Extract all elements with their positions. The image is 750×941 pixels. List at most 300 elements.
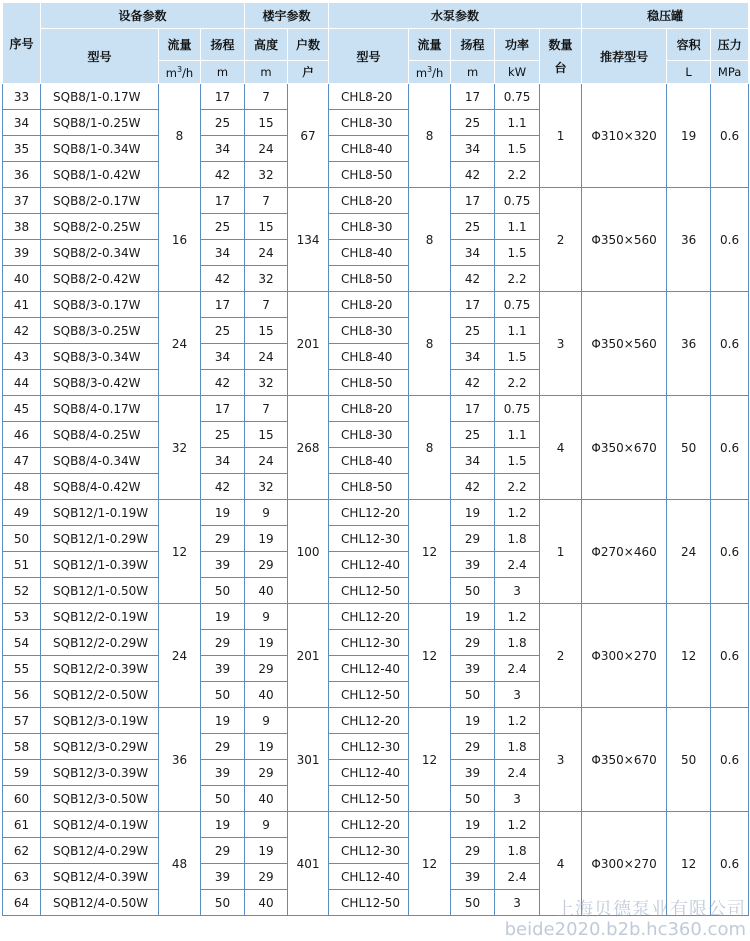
cell-volume: 36 (667, 188, 711, 292)
cell-seq: 41 (3, 292, 41, 318)
cell-qty: 3 (540, 708, 582, 812)
cell-height: 24 (245, 344, 288, 370)
header-model: 型号 (41, 29, 159, 84)
cell-tank-model: Φ300×270 (582, 812, 667, 916)
header-qty (540, 29, 582, 84)
cell-height: 15 (245, 110, 288, 136)
cell-model: SQB8/3-0.25W (41, 318, 159, 344)
cell-seq: 46 (3, 422, 41, 448)
cell-seq: 43 (3, 344, 41, 370)
cell-pressure: 0.6 (711, 396, 749, 500)
unit-households: 户 (288, 61, 329, 84)
cell-head: 29 (201, 630, 245, 656)
cell-head: 42 (201, 162, 245, 188)
header-qty-unit: 台 (554, 61, 567, 75)
cell-pump-model: CHL8-20 (329, 84, 409, 110)
cell-height: 29 (245, 760, 288, 786)
cell-height: 40 (245, 786, 288, 812)
cell-pump-model: CHL12-30 (329, 734, 409, 760)
cell-head: 25 (201, 110, 245, 136)
cell-head: 25 (201, 422, 245, 448)
cell-model: SQB8/3-0.17W (41, 292, 159, 318)
cell-pump-flow: 8 (409, 396, 451, 500)
spec-table (2, 2, 749, 916)
cell-head: 39 (201, 656, 245, 682)
cell-model: SQB12/2-0.39W (41, 656, 159, 682)
cell-pump-model: CHL8-50 (329, 162, 409, 188)
cell-head: 34 (201, 240, 245, 266)
cell-flow: 16 (159, 188, 201, 292)
cell-pump-head: 50 (451, 578, 495, 604)
cell-power: 1.2 (495, 604, 540, 630)
cell-pump-model: CHL8-20 (329, 188, 409, 214)
cell-head: 50 (201, 682, 245, 708)
cell-flow: 36 (159, 708, 201, 812)
cell-height: 24 (245, 448, 288, 474)
header-building-params: 楼宇参数 (245, 3, 329, 29)
cell-model: SQB12/1-0.29W (41, 526, 159, 552)
cell-seq: 52 (3, 578, 41, 604)
cell-height: 29 (245, 552, 288, 578)
unit-volume: L (667, 61, 711, 84)
cell-power: 2.2 (495, 370, 540, 396)
unit-height: m (245, 61, 288, 84)
cell-qty: 4 (540, 812, 582, 916)
cell-pump-flow: 12 (409, 604, 451, 708)
cell-pump-model: CHL8-50 (329, 370, 409, 396)
cell-seq: 62 (3, 838, 41, 864)
cell-seq: 58 (3, 734, 41, 760)
cell-seq: 34 (3, 110, 41, 136)
cell-pump-model: CHL8-40 (329, 344, 409, 370)
cell-head: 34 (201, 344, 245, 370)
cell-head: 42 (201, 370, 245, 396)
cell-model: SQB12/2-0.50W (41, 682, 159, 708)
cell-households: 268 (288, 396, 329, 500)
cell-model: SQB8/4-0.42W (41, 474, 159, 500)
header-pump-model: 型号 (329, 29, 409, 84)
cell-pump-model: CHL12-40 (329, 864, 409, 890)
cell-power: 0.75 (495, 84, 540, 110)
cell-model: SQB8/2-0.42W (41, 266, 159, 292)
cell-pump-flow: 8 (409, 84, 451, 188)
cell-volume: 19 (667, 84, 711, 188)
cell-power: 1.8 (495, 734, 540, 760)
cell-model: SQB8/1-0.17W (41, 84, 159, 110)
cell-qty: 4 (540, 396, 582, 500)
cell-pump-head: 39 (451, 552, 495, 578)
cell-pump-head: 19 (451, 812, 495, 838)
cell-height: 15 (245, 214, 288, 240)
cell-pressure: 0.6 (711, 500, 749, 604)
cell-model: SQB12/2-0.29W (41, 630, 159, 656)
cell-households: 100 (288, 500, 329, 604)
cell-head: 39 (201, 864, 245, 890)
cell-qty: 3 (540, 292, 582, 396)
cell-pump-head: 42 (451, 162, 495, 188)
cell-seq: 61 (3, 812, 41, 838)
cell-height: 19 (245, 734, 288, 760)
cell-power: 1.2 (495, 708, 540, 734)
cell-volume: 12 (667, 812, 711, 916)
cell-model: SQB12/4-0.50W (41, 890, 159, 916)
cell-pump-head: 19 (451, 708, 495, 734)
cell-pump-head: 34 (451, 240, 495, 266)
cell-height: 32 (245, 162, 288, 188)
cell-power: 2.2 (495, 162, 540, 188)
cell-head: 19 (201, 500, 245, 526)
cell-head: 39 (201, 760, 245, 786)
cell-seq: 33 (3, 84, 41, 110)
cell-power: 3 (495, 890, 540, 916)
cell-pump-model: CHL8-20 (329, 292, 409, 318)
header-height: 高度 (245, 29, 288, 61)
cell-pump-head: 42 (451, 370, 495, 396)
watermark-company: 上海贝德泵业有限公司 (556, 899, 746, 920)
cell-pump-model: CHL12-20 (329, 708, 409, 734)
cell-pump-model: CHL8-50 (329, 266, 409, 292)
cell-power: 2.4 (495, 552, 540, 578)
cell-pump-model: CHL12-40 (329, 760, 409, 786)
cell-model: SQB12/4-0.29W (41, 838, 159, 864)
cell-height: 7 (245, 188, 288, 214)
cell-pump-head: 29 (451, 630, 495, 656)
cell-model: SQB8/1-0.42W (41, 162, 159, 188)
cell-head: 17 (201, 84, 245, 110)
cell-power: 1.1 (495, 214, 540, 240)
cell-pump-model: CHL12-40 (329, 656, 409, 682)
cell-seq: 57 (3, 708, 41, 734)
table-row (3, 604, 749, 630)
cell-pump-model: CHL12-50 (329, 682, 409, 708)
cell-qty: 2 (540, 604, 582, 708)
table-row (3, 396, 749, 422)
cell-height: 9 (245, 604, 288, 630)
cell-pump-model: CHL12-30 (329, 630, 409, 656)
cell-model: SQB8/1-0.25W (41, 110, 159, 136)
cell-model: SQB12/3-0.39W (41, 760, 159, 786)
cell-pump-head: 19 (451, 500, 495, 526)
table-body (3, 84, 749, 916)
cell-households: 401 (288, 812, 329, 916)
header-power: 功率 (495, 29, 540, 61)
cell-flow: 48 (159, 812, 201, 916)
cell-height: 29 (245, 656, 288, 682)
cell-pump-model: CHL12-20 (329, 812, 409, 838)
cell-head: 34 (201, 448, 245, 474)
cell-height: 32 (245, 266, 288, 292)
cell-model: SQB8/3-0.42W (41, 370, 159, 396)
cell-power: 1.2 (495, 500, 540, 526)
cell-pressure: 0.6 (711, 188, 749, 292)
cell-pressure: 0.6 (711, 84, 749, 188)
cell-head: 19 (201, 812, 245, 838)
cell-households: 134 (288, 188, 329, 292)
cell-power: 1.5 (495, 136, 540, 162)
cell-qty: 1 (540, 500, 582, 604)
header-households: 户数 (288, 29, 329, 61)
cell-pump-model: CHL12-20 (329, 500, 409, 526)
cell-seq: 40 (3, 266, 41, 292)
cell-head: 17 (201, 396, 245, 422)
cell-pump-head: 19 (451, 604, 495, 630)
cell-power: 3 (495, 682, 540, 708)
cell-flow: 24 (159, 604, 201, 708)
cell-model: SQB12/4-0.39W (41, 864, 159, 890)
cell-head: 19 (201, 604, 245, 630)
cell-power: 1.8 (495, 630, 540, 656)
cell-height: 40 (245, 890, 288, 916)
header-pump-params: 水泵参数 (329, 3, 582, 29)
cell-households: 201 (288, 604, 329, 708)
cell-height: 29 (245, 864, 288, 890)
cell-head: 42 (201, 266, 245, 292)
cell-height: 15 (245, 318, 288, 344)
cell-model: SQB8/2-0.34W (41, 240, 159, 266)
cell-pump-model: CHL8-40 (329, 240, 409, 266)
cell-seq: 44 (3, 370, 41, 396)
cell-head: 50 (201, 578, 245, 604)
cell-pump-head: 39 (451, 656, 495, 682)
cell-tank-model: Φ310×320 (582, 84, 667, 188)
cell-pump-model: CHL8-30 (329, 214, 409, 240)
cell-pump-model: CHL8-40 (329, 448, 409, 474)
cell-seq: 59 (3, 760, 41, 786)
cell-pump-head: 42 (451, 266, 495, 292)
cell-households: 201 (288, 292, 329, 396)
cell-pump-flow: 8 (409, 188, 451, 292)
cell-power: 2.2 (495, 266, 540, 292)
cell-pump-head: 42 (451, 474, 495, 500)
cell-pressure: 0.6 (711, 812, 749, 916)
cell-seq: 51 (3, 552, 41, 578)
cell-pump-flow: 12 (409, 708, 451, 812)
table-row (3, 708, 749, 734)
cell-head: 39 (201, 552, 245, 578)
spec-table-container (2, 2, 748, 916)
table-header (3, 3, 749, 84)
header-head: 扬程 (201, 29, 245, 61)
cell-model: SQB8/3-0.34W (41, 344, 159, 370)
header-volume: 容积 (667, 29, 711, 61)
watermark-site: beide2020.b2b.hc360.com (504, 919, 746, 940)
cell-households: 301 (288, 708, 329, 812)
cell-pump-head: 34 (451, 136, 495, 162)
cell-seq: 42 (3, 318, 41, 344)
cell-power: 0.75 (495, 292, 540, 318)
cell-height: 19 (245, 838, 288, 864)
cell-pump-head: 17 (451, 84, 495, 110)
cell-pressure: 0.6 (711, 708, 749, 812)
cell-pump-head: 34 (451, 448, 495, 474)
header-flow: 流量 (159, 29, 201, 61)
cell-height: 19 (245, 526, 288, 552)
cell-volume: 12 (667, 604, 711, 708)
cell-pump-head: 50 (451, 890, 495, 916)
cell-model: SQB8/4-0.34W (41, 448, 159, 474)
cell-head: 50 (201, 786, 245, 812)
cell-seq: 55 (3, 656, 41, 682)
cell-power: 3 (495, 786, 540, 812)
cell-pump-model: CHL12-50 (329, 578, 409, 604)
cell-height: 15 (245, 422, 288, 448)
table-row (3, 292, 749, 318)
cell-model: SQB12/1-0.19W (41, 500, 159, 526)
cell-pump-model: CHL12-30 (329, 526, 409, 552)
unit-flow: $m^3/h$ (159, 61, 201, 84)
cell-pump-flow: 8 (409, 292, 451, 396)
cell-seq: 38 (3, 214, 41, 240)
cell-power: 2.4 (495, 864, 540, 890)
cell-pump-head: 25 (451, 214, 495, 240)
cell-pump-head: 29 (451, 838, 495, 864)
cell-head: 42 (201, 474, 245, 500)
cell-pump-head: 39 (451, 864, 495, 890)
cell-height: 9 (245, 500, 288, 526)
cell-pressure: 0.6 (711, 292, 749, 396)
cell-pump-head: 17 (451, 188, 495, 214)
cell-power: 1.8 (495, 526, 540, 552)
cell-tank-model: Φ300×270 (582, 604, 667, 708)
cell-model: SQB12/2-0.19W (41, 604, 159, 630)
cell-pump-head: 50 (451, 786, 495, 812)
header-pump-head: 扬程 (451, 29, 495, 61)
cell-seq: 60 (3, 786, 41, 812)
cell-pump-model: CHL12-50 (329, 890, 409, 916)
cell-qty: 2 (540, 188, 582, 292)
cell-head: 50 (201, 890, 245, 916)
cell-pump-head: 25 (451, 110, 495, 136)
cell-head: 29 (201, 838, 245, 864)
cell-power: 3 (495, 578, 540, 604)
table-row (3, 500, 749, 526)
cell-power: 1.8 (495, 838, 540, 864)
cell-head: 25 (201, 214, 245, 240)
cell-seq: 45 (3, 396, 41, 422)
cell-pump-model: CHL8-50 (329, 474, 409, 500)
cell-pump-head: 29 (451, 734, 495, 760)
cell-model: SQB8/4-0.17W (41, 396, 159, 422)
cell-seq: 36 (3, 162, 41, 188)
cell-seq: 37 (3, 188, 41, 214)
cell-volume: 50 (667, 708, 711, 812)
cell-power: 1.5 (495, 344, 540, 370)
cell-height: 40 (245, 578, 288, 604)
cell-head: 17 (201, 188, 245, 214)
cell-power: 2.4 (495, 656, 540, 682)
cell-power: 1.5 (495, 448, 540, 474)
cell-seq: 53 (3, 604, 41, 630)
cell-model: SQB8/2-0.17W (41, 188, 159, 214)
cell-seq: 50 (3, 526, 41, 552)
cell-tank-model: Φ350×670 (582, 708, 667, 812)
cell-power: 1.2 (495, 812, 540, 838)
table-row (3, 812, 749, 838)
unit-pressure: MPa (711, 61, 749, 84)
cell-model: SQB12/3-0.19W (41, 708, 159, 734)
cell-pump-model: CHL8-40 (329, 136, 409, 162)
cell-model: SQB12/4-0.19W (41, 812, 159, 838)
cell-pump-flow: 12 (409, 500, 451, 604)
cell-model: SQB12/1-0.50W (41, 578, 159, 604)
cell-seq: 54 (3, 630, 41, 656)
cell-pump-model: CHL8-30 (329, 422, 409, 448)
cell-head: 19 (201, 708, 245, 734)
cell-pressure: 0.6 (711, 604, 749, 708)
cell-pump-model: CHL8-30 (329, 318, 409, 344)
cell-volume: 24 (667, 500, 711, 604)
cell-model: SQB8/2-0.25W (41, 214, 159, 240)
cell-power: 0.75 (495, 188, 540, 214)
cell-head: 25 (201, 318, 245, 344)
cell-flow: 8 (159, 84, 201, 188)
cell-head: 34 (201, 136, 245, 162)
cell-head: 29 (201, 734, 245, 760)
cell-seq: 35 (3, 136, 41, 162)
cell-pump-head: 25 (451, 318, 495, 344)
cell-pump-model: CHL12-40 (329, 552, 409, 578)
cell-model: SQB8/4-0.25W (41, 422, 159, 448)
cell-height: 32 (245, 370, 288, 396)
cell-height: 24 (245, 136, 288, 162)
header-pump-flow: 流量 (409, 29, 451, 61)
cell-pump-model: CHL12-30 (329, 838, 409, 864)
cell-power: 1.1 (495, 110, 540, 136)
cell-pump-model: CHL8-30 (329, 110, 409, 136)
cell-height: 24 (245, 240, 288, 266)
cell-head: 17 (201, 292, 245, 318)
cell-flow: 12 (159, 500, 201, 604)
table-row (3, 188, 749, 214)
cell-pump-model: CHL12-50 (329, 786, 409, 812)
cell-tank-model: Φ350×560 (582, 292, 667, 396)
cell-pump-flow: 12 (409, 812, 451, 916)
cell-tank-model: Φ350×560 (582, 188, 667, 292)
cell-height: 7 (245, 292, 288, 318)
cell-pump-head: 39 (451, 760, 495, 786)
cell-height: 7 (245, 396, 288, 422)
cell-pump-head: 17 (451, 292, 495, 318)
cell-pump-head: 29 (451, 526, 495, 552)
table-row (3, 84, 749, 110)
cell-volume: 50 (667, 396, 711, 500)
header-seq: 序号 (3, 3, 41, 84)
unit-head: m (201, 61, 245, 84)
cell-seq: 47 (3, 448, 41, 474)
cell-model: SQB8/1-0.34W (41, 136, 159, 162)
cell-pump-head: 34 (451, 344, 495, 370)
cell-power: 1.1 (495, 422, 540, 448)
cell-qty: 1 (540, 84, 582, 188)
cell-power: 1.5 (495, 240, 540, 266)
cell-seq: 63 (3, 864, 41, 890)
cell-power: 2.4 (495, 760, 540, 786)
cell-power: 2.2 (495, 474, 540, 500)
cell-tank-model: Φ350×670 (582, 396, 667, 500)
cell-seq: 39 (3, 240, 41, 266)
cell-pump-head: 50 (451, 682, 495, 708)
cell-pump-model: CHL12-20 (329, 604, 409, 630)
header-device-params: 设备参数 (41, 3, 245, 29)
cell-seq: 48 (3, 474, 41, 500)
header-pressure: 压力 (711, 29, 749, 61)
cell-height: 9 (245, 812, 288, 838)
cell-seq: 56 (3, 682, 41, 708)
cell-model: SQB12/3-0.50W (41, 786, 159, 812)
cell-model: SQB12/1-0.39W (41, 552, 159, 578)
cell-pump-head: 17 (451, 396, 495, 422)
cell-flow: 24 (159, 292, 201, 396)
